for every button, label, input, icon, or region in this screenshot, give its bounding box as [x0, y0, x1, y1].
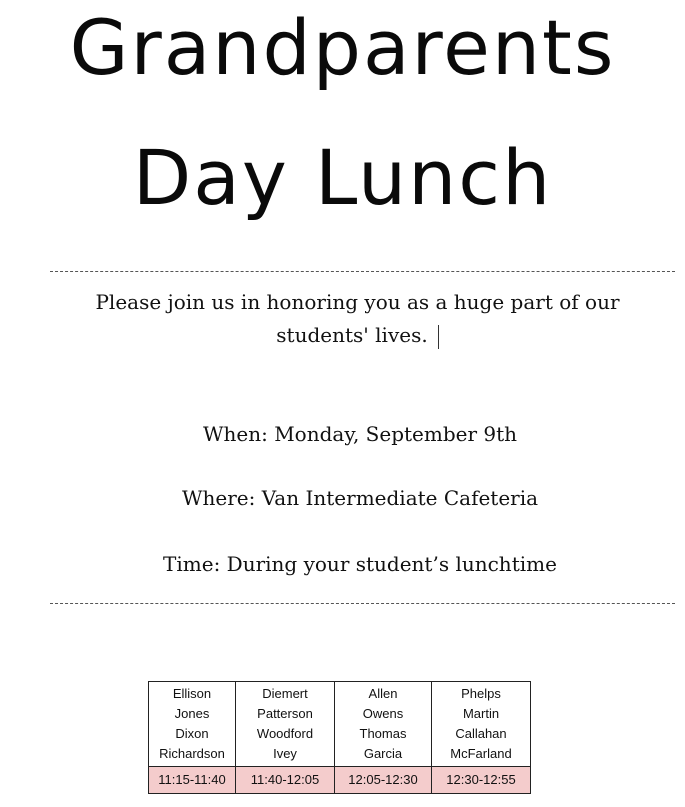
student-name: Dixon [175, 726, 209, 741]
student-name: Jones [174, 706, 210, 721]
time-slot-cell: 11:15-11:40 [149, 767, 236, 794]
intro-paragraph[interactable] [70, 286, 645, 352]
student-name: Ellison [172, 686, 212, 701]
time-line: Time: During your student’s lunchtime [163, 552, 557, 576]
student-name: Woodford [256, 726, 314, 741]
title-line-2: Day Lunch [132, 133, 553, 222]
time-slot-cell: 11:40-12:05 [236, 767, 335, 794]
student-name: Patterson [257, 706, 313, 721]
student-name: Phelps [461, 686, 501, 701]
time-slot-cell: 12:30-12:55 [432, 767, 531, 794]
time-slot-cell: 12:05-12:30 [335, 767, 432, 794]
student-name: Allen [368, 686, 398, 701]
top-divider [50, 271, 675, 272]
student-name: McFarland [450, 746, 512, 761]
time-row [149, 767, 531, 794]
student-name: Thomas [359, 726, 407, 741]
student-name: Martin [462, 706, 500, 721]
student-name: Owens [362, 706, 404, 721]
names-row [149, 682, 531, 767]
group-cell [149, 682, 236, 767]
student-name: Callahan [455, 726, 507, 741]
when-line: When: Monday, September 9th [202, 422, 518, 446]
student-name: Ivey [273, 746, 297, 761]
group-cell [432, 682, 531, 767]
lunch-schedule-table [148, 681, 531, 794]
group-cell [236, 682, 335, 767]
title-line-1: Grandparents [69, 3, 616, 92]
bottom-divider [50, 603, 675, 604]
student-name: Garcia [363, 746, 403, 761]
text-cursor [438, 325, 439, 349]
intro-text: Please join us in honoring you as a huge part of our students' lives. [95, 290, 620, 347]
where-line: Where: Van Intermediate Cafeteria [181, 486, 539, 510]
student-name: Diemert [262, 686, 308, 701]
group-cell [335, 682, 432, 767]
student-name: Richardson [159, 746, 225, 761]
